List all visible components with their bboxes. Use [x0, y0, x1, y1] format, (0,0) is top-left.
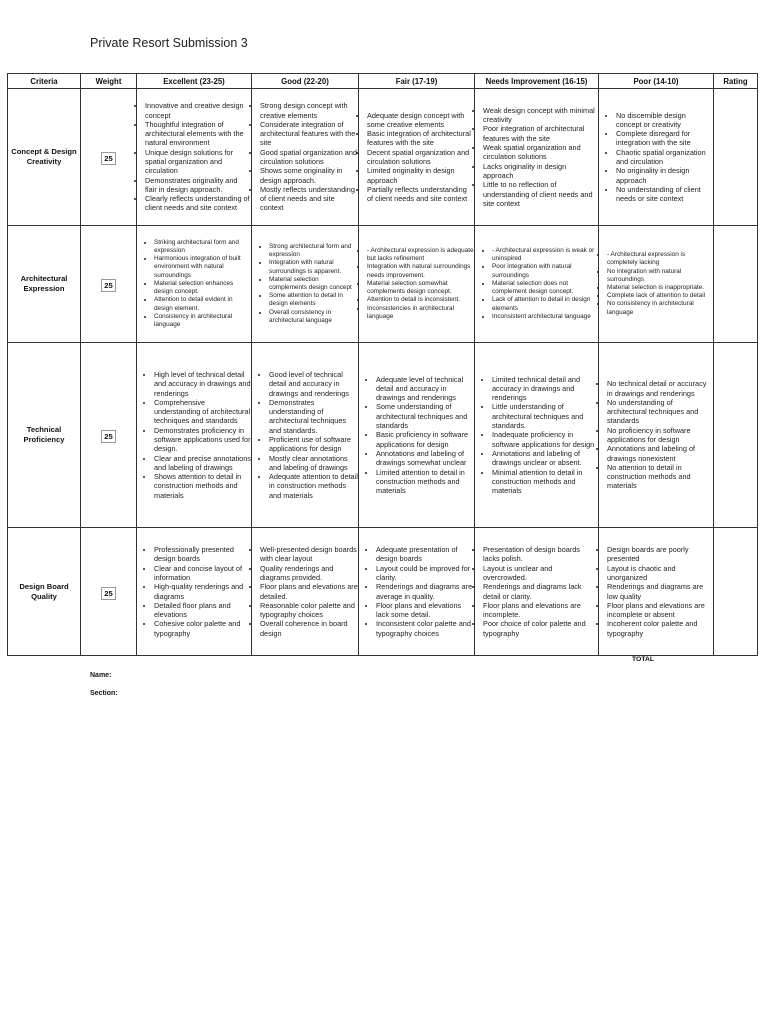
list-item: • Harmonious integration of built environment with natural surroundings	[154, 255, 251, 280]
header-weight: Weight	[81, 74, 137, 89]
list-item: • High-quality renderings and diagrams	[154, 582, 251, 601]
list-item: • Good spatial organization and circulation solutions	[260, 148, 358, 167]
poor-description-cell	[599, 343, 714, 528]
needs-description-cell	[475, 226, 599, 343]
list-item: • No proficiency in software applications for design	[607, 426, 713, 445]
criteria-bullet-list	[475, 545, 598, 638]
list-item: • Proficient use of software applications for design	[269, 435, 358, 454]
criteria-bullet-list	[252, 545, 358, 638]
list-item: • Presentation of design boards lacks polish.	[483, 545, 598, 564]
good-description-cell	[252, 226, 359, 343]
list-item: • No attention to detail in construction methods and materials	[607, 463, 713, 491]
criteria-bullet-list	[137, 370, 251, 500]
name-label: Name:	[90, 672, 112, 679]
criteria-bullet-list	[359, 545, 474, 638]
list-item: • Incoherent color palette and typography	[607, 619, 713, 638]
list-item: • No understanding of client needs or site context	[616, 185, 713, 204]
section-label: Section:	[90, 690, 118, 697]
header-good: Good (22-20)	[252, 74, 359, 89]
list-item: • Well-presented design boards with clear layout	[260, 545, 358, 564]
list-item: • Consistency in architectural language	[154, 313, 251, 329]
list-item: • - Architectural expression is adequate but lacks refinement	[367, 247, 474, 263]
list-item: • Floor plans and elevations are detailed.	[260, 582, 358, 601]
list-item: • Some attention to detail in design elements	[269, 292, 358, 308]
weight-value: 25	[101, 430, 115, 443]
list-item: • Limited originality in design approach	[367, 166, 474, 185]
poor-description-cell	[599, 89, 714, 226]
criteria-bullet-list	[137, 545, 251, 638]
list-item: • Complete lack of attention to detail	[607, 292, 713, 300]
list-item: • No understanding of architectural techniques and standards	[607, 398, 713, 426]
list-item: • No discernible design concept or creativity	[616, 111, 713, 130]
list-item: • Inadequate proficiency in software applications for design	[492, 430, 598, 449]
list-item: • Inconsistent color palette and typography choices	[376, 619, 474, 638]
table-row	[8, 528, 758, 656]
criteria-bullet-list	[359, 111, 474, 204]
list-item: • Lacks originality in design approach	[483, 162, 598, 181]
list-item: • Shows attention to detail in construction methods and materials	[154, 472, 251, 500]
list-item: • Decent spatial organization and circulation solutions	[367, 148, 474, 167]
list-item: • Comprehensive understanding of architectural techniques and standards	[154, 398, 251, 426]
list-item: • Renderings and diagrams lack detail or clarity.	[483, 582, 598, 601]
excellent-description-cell	[137, 226, 252, 343]
list-item: • Clear and concise layout of information	[154, 564, 251, 583]
list-item: • Detailed floor plans and elevations	[154, 601, 251, 620]
criteria-bullet-list	[252, 370, 358, 500]
weight-cell	[81, 226, 137, 343]
weight-value: 25	[101, 587, 115, 600]
list-item: • Demonstrates originality and flair in design approach.	[145, 176, 251, 195]
list-item: • Inconsistent architectural language	[492, 313, 598, 321]
criteria-bullet-list	[599, 251, 713, 317]
criteria-bullet-list	[359, 247, 474, 321]
list-item: • Clear and precise annotations and labeling of drawings	[154, 454, 251, 473]
list-item: • Renderings and diagrams are average in quality.	[376, 582, 474, 601]
list-item: • No consistency in architectural language	[607, 300, 713, 316]
weight-cell	[81, 343, 137, 528]
list-item: • Annotations and labeling of drawings nonexistent	[607, 444, 713, 463]
table-row	[8, 89, 758, 226]
list-item: • Basic integration of architectural features with the site	[367, 129, 474, 148]
list-item: • Little understanding of architectural techniques and standards.	[492, 402, 598, 430]
good-description-cell	[252, 528, 359, 656]
list-item: • Floor plans and elevations lack some detail.	[376, 601, 474, 620]
criteria-bullet-list	[599, 111, 713, 204]
list-item: • Layout could be improved for clarity.	[376, 564, 474, 583]
list-item: • Shows some originality in design approach.	[260, 166, 358, 185]
list-item: • Floor plans and elevations are incomplete or absent	[607, 601, 713, 620]
poor-description-cell	[599, 528, 714, 656]
list-item: • Strong architectural form and expression	[269, 243, 358, 259]
list-item: • Considerate integration of architectural features with the site	[260, 120, 358, 148]
criteria-bullet-list	[599, 545, 713, 638]
list-item: • Adequate presentation of design boards	[376, 545, 474, 564]
weight-value: 25	[101, 152, 115, 165]
list-item: • No originality in design approach	[616, 166, 713, 185]
excellent-description-cell	[137, 343, 252, 528]
list-item: • Mostly reflects understanding of client needs and site context	[260, 185, 358, 213]
table-row	[8, 226, 758, 343]
header-excellent: Excellent (23-25)	[137, 74, 252, 89]
list-item: • Material selection somewhat complements design concept.	[367, 280, 474, 296]
criteria-cell: Technical Proficiency	[8, 343, 81, 528]
fair-description-cell	[359, 89, 475, 226]
list-item: • Annotations and labeling of drawings somewhat unclear	[376, 449, 474, 468]
list-item: • Innovative and creative design concept	[145, 101, 251, 120]
list-item: • Limited attention to detail in construction methods and materials	[376, 468, 474, 496]
list-item: • No integration with natural surroundings	[607, 268, 713, 284]
fair-description-cell	[359, 343, 475, 528]
header-fair: Fair (17-19)	[359, 74, 475, 89]
rubric-table	[7, 73, 758, 656]
list-item: • Clearly reflects understanding of client needs and site context	[145, 194, 251, 213]
list-item: • Strong design concept with creative elements	[260, 101, 358, 120]
list-item: • Mostly clear annotations and labeling of drawings	[269, 454, 358, 473]
list-item: • Weak spatial organization and circulation solutions	[483, 143, 598, 162]
rating-cell[interactable]	[714, 528, 758, 656]
list-item: • Overall coherence in board design	[260, 619, 358, 638]
table-row	[8, 343, 758, 528]
list-item: • Adequate attention to detail in construction methods and materials	[269, 472, 358, 500]
list-item: • Attention to detail is inconsistent.	[367, 296, 474, 304]
criteria-bullet-list	[252, 101, 358, 213]
criteria-bullet-list	[475, 106, 598, 208]
list-item: • No technical detail or accuracy in drawings and renderings	[607, 379, 713, 398]
list-item: • Material selection does not complement design concept.	[492, 280, 598, 296]
list-item: • Demonstrates understanding of architectural techniques and standards.	[269, 398, 358, 435]
fair-description-cell	[359, 226, 475, 343]
needs-description-cell	[475, 89, 599, 226]
list-item: • Adequate level of technical detail and accuracy in drawings and renderings	[376, 375, 474, 403]
list-item: • Layout is unclear and overcrowded.	[483, 564, 598, 583]
criteria-bullet-list	[475, 247, 598, 321]
list-item: • Design boards are poorly presented	[607, 545, 713, 564]
rating-cell[interactable]	[714, 343, 758, 528]
total-label: TOTAL	[632, 656, 655, 663]
list-item: • Reasonable color palette and typography choices	[260, 601, 358, 620]
list-item: • Striking architectural form and expression	[154, 239, 251, 255]
criteria-cell: Concept & Design Creativity	[8, 89, 81, 226]
criteria-bullet-list	[475, 375, 598, 496]
header-criteria: Criteria	[8, 74, 81, 89]
list-item: • Quality renderings and diagrams provided.	[260, 564, 358, 583]
list-item: • Thoughtful integration of architectural elements with the natural environment	[145, 120, 251, 148]
document-title: Private Resort Submission 3	[90, 36, 248, 50]
rating-cell[interactable]	[714, 89, 758, 226]
criteria-cell: Design Board Quality	[8, 528, 81, 656]
list-item: • Integration with natural surroundings is apparent.	[269, 259, 358, 275]
criteria-bullet-list	[252, 243, 358, 325]
list-item: • Integration with natural surroundings needs improvement.	[367, 263, 474, 279]
list-item: • Poor choice of color palette and typography	[483, 619, 598, 638]
list-item: • Professionally presented design boards	[154, 545, 251, 564]
criteria-bullet-list	[137, 239, 251, 329]
criteria-cell: Architectural Expression	[8, 226, 81, 343]
needs-description-cell	[475, 528, 599, 656]
header-rating: Rating	[714, 74, 758, 89]
criteria-bullet-list	[359, 375, 474, 496]
list-item: • Chaotic spatial organization and circulation	[616, 148, 713, 167]
list-item: • Poor integration of architectural features with the site	[483, 124, 598, 143]
list-item: • Good level of technical detail and accuracy in drawings and renderings	[269, 370, 358, 398]
list-item: • Demonstrates proficiency in software applications used for design.	[154, 426, 251, 454]
criteria-bullet-list	[599, 379, 713, 491]
fair-description-cell	[359, 528, 475, 656]
good-description-cell	[252, 89, 359, 226]
list-item: • Material selection complements design concept	[269, 276, 358, 292]
weight-cell	[81, 528, 137, 656]
needs-description-cell	[475, 343, 599, 528]
list-item: • Material selection is inappropriate.	[607, 284, 713, 292]
excellent-description-cell	[137, 528, 252, 656]
list-item: • High level of technical detail and accuracy in drawings and renderings	[154, 370, 251, 398]
list-item: • Floor plans and elevations are incomplete.	[483, 601, 598, 620]
list-item: • Little to no reflection of understanding of client needs and site context	[483, 180, 598, 208]
list-item: • Cohesive color palette and typography	[154, 619, 251, 638]
list-item: • Minimal attention to detail in construction methods and materials	[492, 468, 598, 496]
header-needs-improvement: Needs Improvement (16-15)	[475, 74, 599, 89]
list-item: • Layout is chaotic and unorganized	[607, 564, 713, 583]
weight-value: 25	[101, 279, 115, 292]
list-item: • Attention to detail evident in design element.	[154, 296, 251, 312]
list-item: • Partially reflects understanding of client needs and site context	[367, 185, 474, 204]
list-item: • Basic proficiency in software applications for design	[376, 430, 474, 449]
list-item: • Complete disregard for integration with the site	[616, 129, 713, 148]
weight-cell	[81, 89, 137, 226]
list-item: • - Architectural expression is completely lacking	[607, 251, 713, 267]
list-item: • Annotations and labeling of drawings unclear or absent.	[492, 449, 598, 468]
list-item: • Overall consistency in architectural language	[269, 309, 358, 325]
excellent-description-cell	[137, 89, 252, 226]
list-item: • Material selection enhances design concept.	[154, 280, 251, 296]
list-item: • Unique design solutions for spatial organization and circulation	[145, 148, 251, 176]
list-item: • Lack of attention to detail in design elements	[492, 296, 598, 312]
list-item: • Adequate design concept with some creative elements	[367, 111, 474, 130]
list-item: • - Architectural expression is weak or uninspired	[492, 247, 598, 263]
criteria-bullet-list	[137, 101, 251, 213]
header-row	[8, 74, 758, 89]
list-item: • Renderings and diagrams are low quality	[607, 582, 713, 601]
good-description-cell	[252, 343, 359, 528]
list-item: • Poor integration with natural surroundings	[492, 263, 598, 279]
list-item: • Inconsistencies in architectural language	[367, 305, 474, 321]
header-poor: Poor (14-10)	[599, 74, 714, 89]
list-item: • Weak design concept with minimal creativity	[483, 106, 598, 125]
list-item: • Some understanding of architectural techniques and standards	[376, 402, 474, 430]
rating-cell[interactable]	[714, 226, 758, 343]
list-item: • Limited technical detail and accuracy in drawings and renderings	[492, 375, 598, 403]
poor-description-cell	[599, 226, 714, 343]
